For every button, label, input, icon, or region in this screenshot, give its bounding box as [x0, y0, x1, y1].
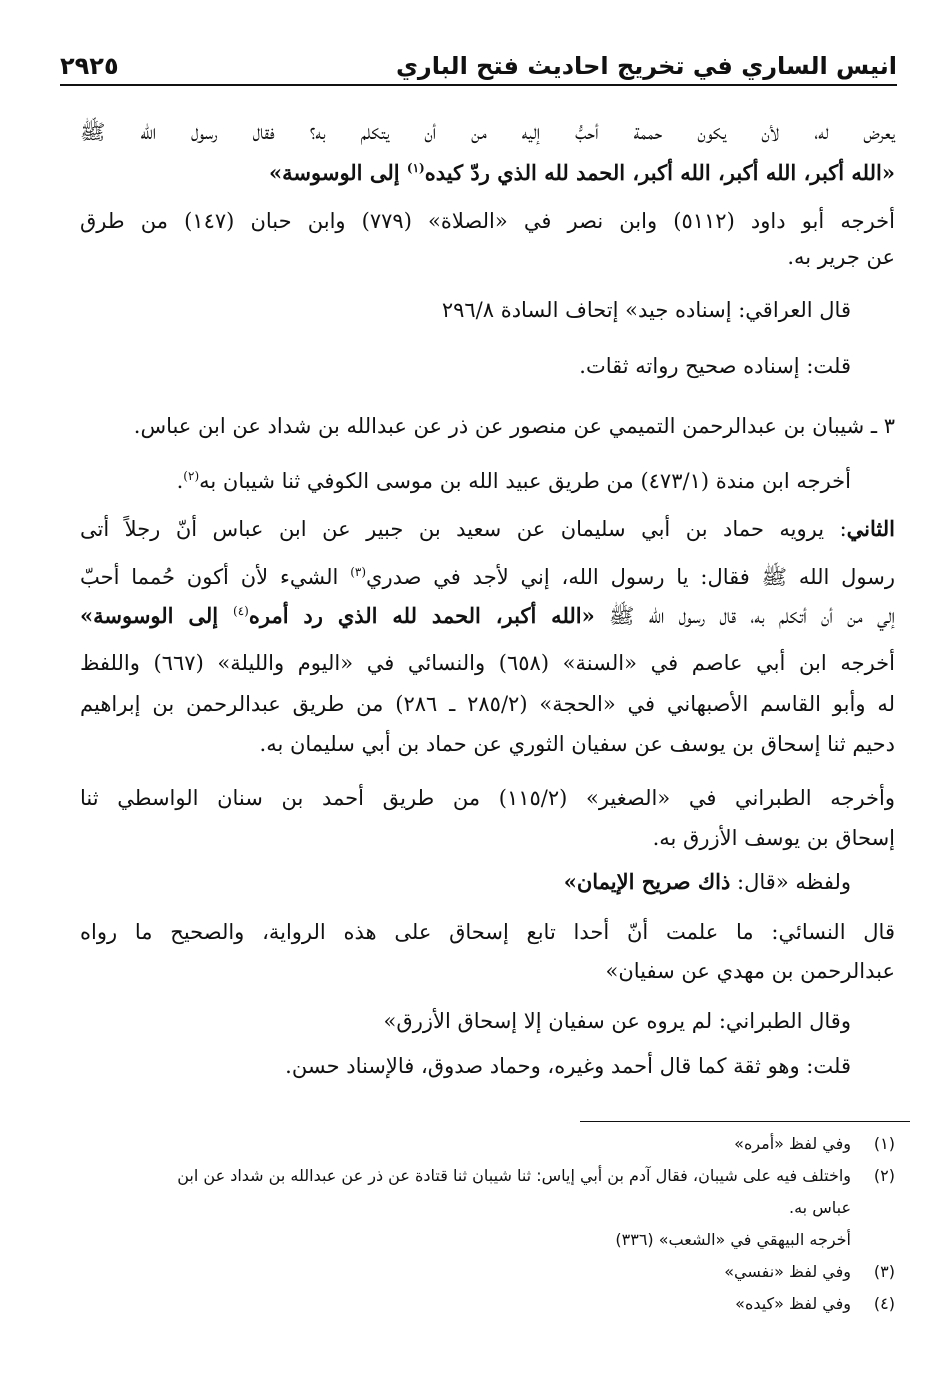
text-line-11: [80, 595, 895, 632]
running-header: [60, 48, 897, 86]
hadith-text: إلى الوسوسة»: [269, 160, 407, 185]
line-text: .: [176, 469, 184, 493]
hadith-text: «الله أكبر، الله أكبر، الله أكبر، الحمد لله الذي ردّ كيده: [424, 160, 895, 185]
footnote-ref-2: (٢): [183, 469, 200, 483]
footnote-text: عباس به.: [789, 1198, 851, 1217]
footnote-2-cont: [100, 1228, 895, 1252]
footnote-text: أخرجه البيهقي في «الشعب» (٣٣٦): [615, 1230, 851, 1249]
text-line-2: [80, 152, 895, 189]
line-text: وقال الطبراني: لم يروه عن سفيان إلا إسحاق الأزرق»: [383, 1009, 851, 1033]
footnote-ref-4: (٤): [233, 604, 249, 618]
footnote-separator: [580, 1121, 910, 1122]
text-line-4: عن جرير به.: [787, 245, 895, 269]
line-text: إلي من أن أتكلم به، قال رسول الله ﷺ: [594, 604, 895, 628]
footnote-2-cont: [100, 1196, 895, 1220]
footnote-ref-3: (٣): [350, 565, 367, 579]
text-line-10: [80, 556, 895, 593]
line-text: قلت: إسناده صحيح رواته ثقات.: [579, 354, 851, 378]
text-line-20: [80, 1005, 895, 1037]
text-line-19: عبدالرحمن بن مهدي عن سفيان»: [605, 959, 895, 983]
hadith-text: ذاك صريح الإيمان»: [563, 869, 731, 894]
footnote-number: (٣): [873, 1262, 895, 1281]
line-text: الشيء لأن أكون حُمما أحبّ: [80, 565, 351, 589]
text-line-12: أخرجه ابن أبي عاصم في «السنة» (٦٥٨) والنسائي في «اليوم والليلة» (٦٦٧) واللفظ: [80, 651, 895, 675]
line-text: رسول الله ﷺ فقال: يا رسول الله، إني لأجد في صدري: [366, 565, 895, 589]
footnote-3: [100, 1260, 895, 1284]
footnote-number: (٢): [873, 1166, 895, 1185]
footnote-number: (٤): [873, 1294, 895, 1313]
line-text: أخرجه ابن مندة (٤٧٣/١) من طريق عبيد الله بن موسى الكوفي ثنا شيبان به: [199, 469, 851, 493]
text-line-7: ٣ ـ شيبان بن عبدالرحمن التميمي عن منصور عن ذر عن عبدالله بن شداد عن ابن عباس.: [133, 414, 895, 438]
line-text: ولفظه «قال:: [730, 870, 851, 894]
hadith-text: «الله أكبر، الحمد لله الذي رد أمره: [248, 603, 595, 628]
page-number: ٢٩٢٥: [60, 52, 119, 80]
footnote-ref-1: (١): [406, 161, 425, 175]
header-title: انيس الساري في تخريج احاديث فتح الباري: [395, 52, 897, 80]
line-text: : يرويه حماد بن أبي سليمان عن سعيد بن جبير عن ابن عباس أنّ رجلاً أتى: [80, 517, 847, 541]
text-line-14: دحيم ثنا إسحاق بن يوسف عن سفيان الثوري عن حماد بن أبي سليمان به.: [259, 732, 895, 756]
text-line-18: قال النسائي: ما علمت أنّ أحدا تابع إسحاق على هذه الرواية، والصحيح ما رواه: [80, 920, 895, 944]
text-line-8: [80, 460, 895, 497]
footnote-text: وفي لفظ «نفسي»: [724, 1262, 851, 1281]
text-line-5: [80, 294, 895, 326]
hadith-text: إلى الوسوسة»: [80, 603, 234, 628]
line-text: قال العراقي: إسناده جيد» إتحاف السادة ٢٩٦/٨: [441, 298, 851, 322]
text-line-3: أخرجه أبو داود (٥١١٢) وابن نصر في «الصلاة» (٧٧٩) وابن حبان (١٤٧) من طرق: [80, 209, 896, 233]
text-line-9: [80, 513, 895, 545]
footnote-2: [100, 1164, 895, 1188]
footnote-text: واختلف فيه على شيبان، فقال آدم بن أبي إياس: ثنا شيبان ثنا قتادة عن ذر عن عبدالله بن شداد عن ابن: [177, 1166, 851, 1185]
text-line-13: له وأبو القاسم الأصبهاني في «الحجة» (٢٨٥/٢ ـ ٢٨٦) من طريق عبدالرحمن بن إبراهيم: [80, 692, 895, 716]
text-line-17: [80, 866, 895, 898]
section-label: الثاني: [846, 516, 895, 541]
text-line-6: [80, 350, 895, 382]
text-line-1: يعرض له، لأن يكون حممة أحبُّ إليه من أن يتكلم به؟ فقال رسول الله ﷺ: [80, 120, 895, 144]
footnote-text: وفي لفظ «أمره»: [734, 1134, 851, 1153]
footnote-4: [100, 1292, 895, 1316]
line-text: قلت: وهو ثقة كما قال أحمد وغيره، وحماد صدوق، فالإسناد حسن.: [285, 1054, 851, 1078]
footnote-1: [100, 1132, 895, 1156]
text-line-16: إسحاق بن يوسف الأزرق به.: [652, 826, 895, 850]
footnote-number: (١): [873, 1134, 895, 1153]
footnote-text: وفي لفظ «كيده»: [735, 1294, 851, 1313]
text-line-15: وأخرجه الطبراني في «الصغير» (١١٥/٢) من طريق أحمد بن سنان الواسطي ثنا: [80, 786, 895, 810]
text-line-21: [80, 1050, 895, 1082]
